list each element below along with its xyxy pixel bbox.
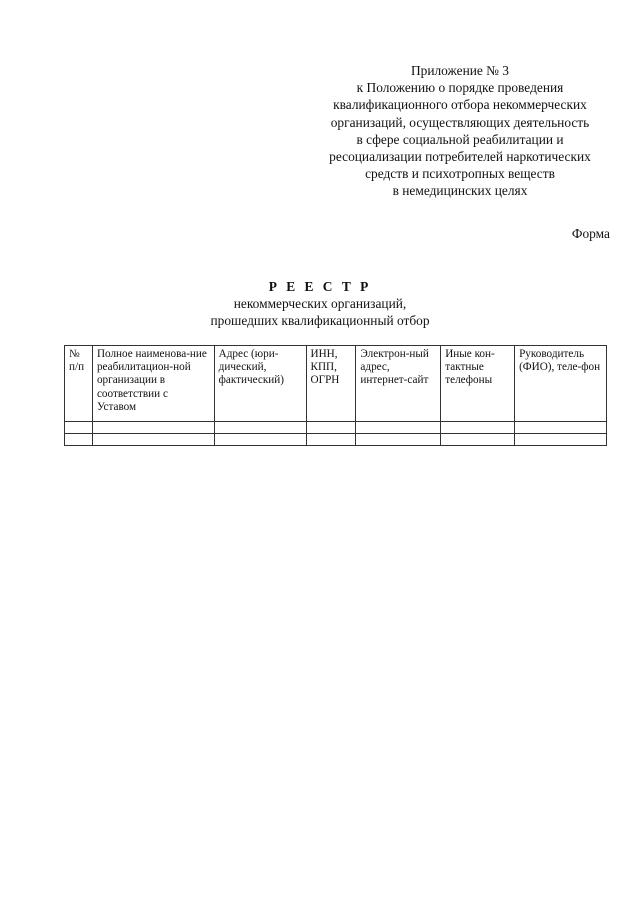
table-row bbox=[65, 422, 607, 434]
column-header-head: Руководитель (ФИО), теле-фон bbox=[515, 346, 607, 422]
table-cell bbox=[214, 422, 306, 434]
table-cell bbox=[214, 434, 306, 446]
column-header-number: № п/п bbox=[65, 346, 93, 422]
table-cell bbox=[65, 434, 93, 446]
appendix-line: Приложение № 3 bbox=[410, 63, 510, 78]
appendix-line: в сфере социальной реабилитации и bbox=[356, 131, 564, 147]
table-cell bbox=[306, 434, 356, 446]
form-label: Форма bbox=[571, 226, 610, 241]
table-cell bbox=[356, 422, 441, 434]
table-cell bbox=[441, 434, 515, 446]
table-cell bbox=[306, 422, 356, 434]
appendix-line: квалификационного отбора некоммерческих bbox=[333, 97, 587, 113]
appendix-line: в немедицинских целях bbox=[392, 183, 528, 199]
appendix-header bbox=[300, 62, 620, 200]
title-subtitle-2: прошедших квалификационный отбор bbox=[210, 313, 430, 328]
column-header-inn: ИНН, КПП, ОГРН bbox=[306, 346, 356, 422]
table-cell bbox=[356, 434, 441, 446]
appendix-line: ресоциализации потребителей наркотических bbox=[329, 149, 591, 165]
column-header-phones: Иные кон-тактные телефоны bbox=[441, 346, 515, 422]
document-title bbox=[180, 278, 460, 329]
table-cell bbox=[92, 434, 214, 446]
column-header-address: Адрес (юри-дический, фактический) bbox=[214, 346, 306, 422]
table-cell bbox=[441, 422, 515, 434]
title-heading: Р Е Е С Т Р bbox=[268, 279, 372, 294]
registry-table bbox=[64, 345, 607, 446]
table-cell bbox=[65, 422, 93, 434]
table-cell bbox=[515, 422, 607, 434]
appendix-line: к Положению о порядке проведения bbox=[356, 80, 564, 96]
table-cell bbox=[515, 434, 607, 446]
title-subtitle-1: некоммерческих организаций, bbox=[233, 296, 407, 311]
table-cell bbox=[92, 422, 214, 434]
table-header-row bbox=[65, 346, 607, 422]
table-row bbox=[65, 434, 607, 446]
column-header-name: Полное наименова-ние реабилитацион-ной организации в соответствии с Уставом bbox=[92, 346, 214, 422]
appendix-line: организаций, осуществляющих деятельность bbox=[330, 114, 590, 130]
appendix-line: средств и психотропных веществ bbox=[365, 166, 555, 182]
column-header-email: Электрон-ный адрес, интернет-сайт bbox=[356, 346, 441, 422]
